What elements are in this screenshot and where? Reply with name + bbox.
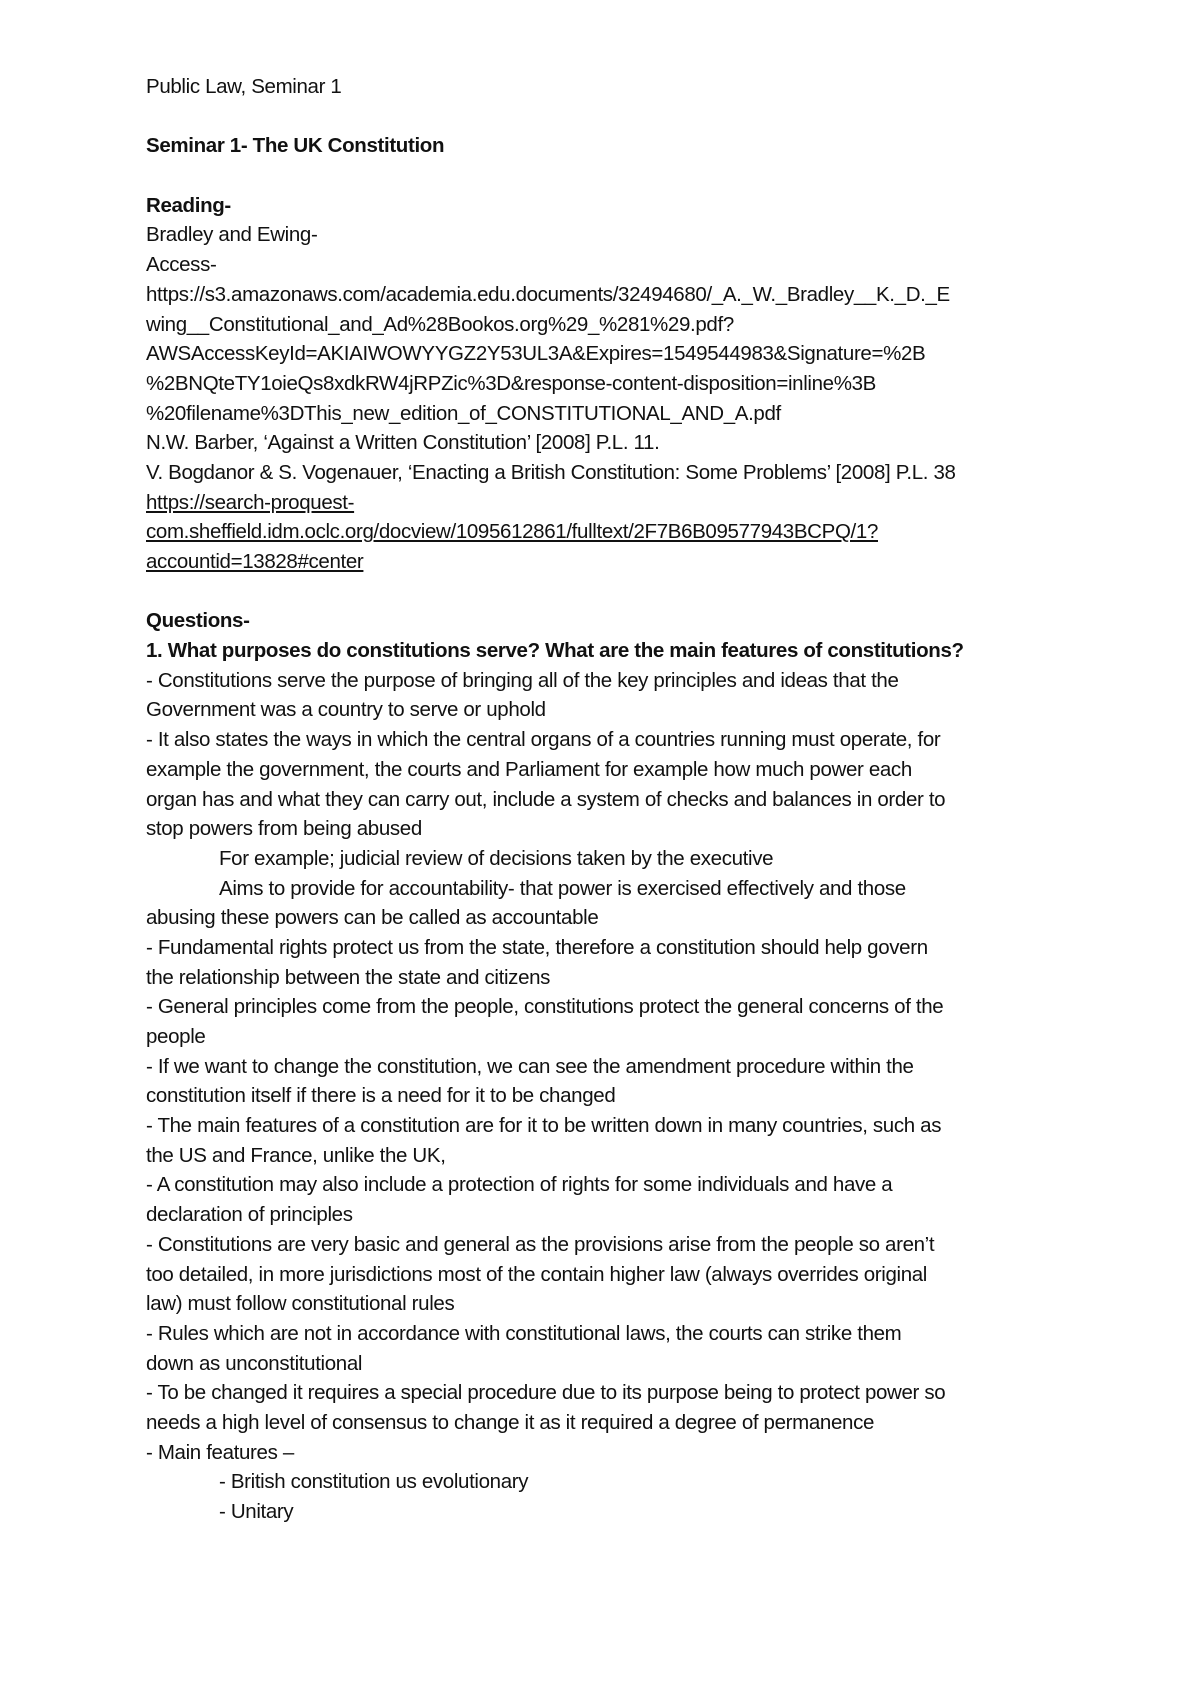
course-header: Public Law, Seminar 1 (146, 75, 342, 98)
answer-line: - Rules which are not in accordance with constitutional laws, the courts can strike them (146, 1321, 902, 1345)
feature-item: - British constitution us evolutionary (219, 1470, 529, 1494)
answer-line: Government was a country to serve or uphold (146, 698, 546, 722)
answer-line: too detailed, in more jurisdictions most of the contain higher law (always overrides original (146, 1262, 928, 1286)
proquest-link[interactable]: com.sheffield.idm.oclc.org/docview/1095612861/fulltext/2F7B6B09577943BCPQ/1? (146, 520, 878, 544)
answer-line: - It also states the ways in which the central organs of a countries running must operate, for (146, 728, 941, 752)
feature-item: - Unitary (219, 1500, 294, 1523)
reading-url-line: %2BNQteTY1oieQs8xdkRW4jRPZic%3D&response-content-disposition=inline%3B (146, 371, 876, 395)
answer-line: constitution itself if there is a need for it to be changed (146, 1084, 616, 1108)
answer-line: organ has and what they can carry out, include a system of checks and balances in order to (146, 787, 946, 811)
answer-line: down as unconstitutional (146, 1351, 363, 1375)
questions-heading: Questions- (146, 609, 250, 633)
answer-line: - General principles come from the people, constitutions protect the general concerns of the (146, 995, 944, 1019)
indented-answer-line: Aims to provide for accountability- that power is exercised effectively and those (219, 876, 906, 900)
reading-url-line: AWSAccessKeyId=AKIAIWOWYYGZ2Y53UL3A&Expires=1549544983&Signature=%2B (146, 342, 926, 366)
reading-citation: N.W. Barber, ‘Against a Written Constitution’ [2008] P.L. 11. (146, 431, 660, 455)
proquest-link[interactable]: accountid=13828#center (146, 550, 364, 573)
answer-line: - Main features – (146, 1440, 294, 1464)
reading-heading: Reading- (146, 193, 231, 217)
spacer (146, 161, 1086, 191)
answer-line: people (146, 1025, 206, 1048)
reading-url-line: https://s3.amazonaws.com/academia.edu.documents/32494680/_A._W._Bradley__K._D._E (146, 282, 950, 306)
answer-line: declaration of principles (146, 1203, 353, 1227)
seminar-title: Seminar 1- The UK Constitution (146, 134, 445, 158)
reading-citation: V. Bogdanor & S. Vogenauer, ‘Enacting a British Constitution: Some Problems’ [2008] P.L. 38 (146, 460, 956, 484)
answer-line: - Constitutions serve the purpose of bringing all of the key principles and ideas that the (146, 668, 899, 692)
answer-line: - Fundamental rights protect us from the state, therefore a constitution should help govern (146, 935, 928, 959)
answer-line: - Constitutions are very basic and general as the provisions arise from the people so aren’t (146, 1232, 935, 1256)
reading-url-line: %20filename%3DThis_new_edition_of_CONSTITUTIONAL_AND_A.pdf (146, 401, 781, 425)
answer-line: abusing these powers can be called as accountable (146, 906, 599, 930)
answer-line: the relationship between the state and citizens (146, 965, 551, 989)
spacer (146, 577, 1086, 607)
answer-line: - The main features of a constitution are for it to be written down in many countries, such as (146, 1114, 942, 1138)
answer-line: example the government, the courts and Parliament for example how much power each (146, 757, 912, 781)
answer-line: needs a high level of consensus to change it as it required a degree of permanence (146, 1410, 875, 1434)
answer-line: the US and France, unlike the UK, (146, 1143, 446, 1167)
answer-line: law) must follow constitutional rules (146, 1292, 455, 1316)
proquest-link[interactable]: https://search-proquest- (146, 490, 355, 514)
answer-line: - If we want to change the constitution, we can see the amendment procedure within the (146, 1054, 914, 1078)
answer-line: - To be changed it requires a special procedure due to its purpose being to protect power so (146, 1381, 946, 1405)
reading-line: Access- (146, 253, 217, 277)
spacer (146, 102, 1086, 132)
indented-answer-line: For example; judicial review of decisions taken by the executive (219, 846, 774, 870)
reading-line: Bradley and Ewing- (146, 223, 318, 247)
reading-url-line: wing__Constitutional_and_Ad%28Bookos.org%29_%281%29.pdf? (146, 312, 734, 336)
answer-line: - A constitution may also include a protection of rights for some individuals and have a (146, 1173, 893, 1197)
answer-line: stop powers from being abused (146, 817, 422, 841)
document-body (146, 72, 1086, 1527)
question-1: 1. What purposes do constitutions serve? What are the main features of constitutions? (146, 639, 964, 663)
